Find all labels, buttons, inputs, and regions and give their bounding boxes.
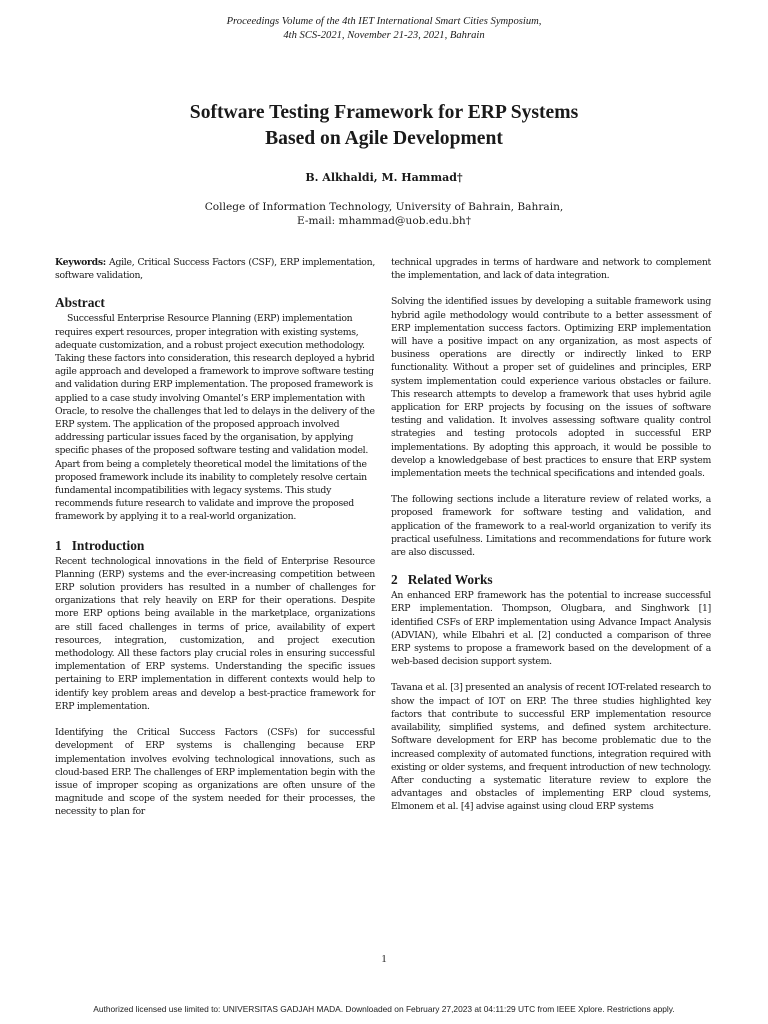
keywords-text: Agile, Critical Success Factors (CSF), ERP implementation, software validation, bbox=[55, 257, 375, 282]
abstract-text: Successful Enterprise Resource Planning (ERP) implementation requires expert resources, proper integration with existing systems, adequate customization, and a robust project execution methodology. Taking these factors into consideration, this research deployed a hybrid agile approach and developed a framework to improve software testing and validation during ERP implementation. The proposed framework is applied to a case study involving Omantel’s ERP implementation with Oracle, to resolve the challenges that led to delays in the delivery of the ERP system. The application of the proposed approach involved addressing particular issues faced by the organisation, by applying specific phases of the proposed software testing and validation model. Apart from being a completely theoretical model the limitations of the proposed framework include its inability to completely resolve certain fundamental incompatibilities with legacy systems. This study recommends future research to validate and improve the proposed framework by applying it to a real-world organization. bbox=[55, 313, 375, 523]
keywords-label: Keywords: bbox=[55, 257, 106, 268]
related-works-heading bbox=[391, 572, 711, 588]
section-number: 1 bbox=[55, 537, 62, 553]
intro-paragraph-2-continued: technical upgrades in terms of hardware and network to complement the implementation, and lack of data integration. bbox=[391, 257, 711, 282]
title-line-2: Based on Agile Development bbox=[265, 128, 503, 149]
section-number: 2 bbox=[391, 572, 398, 588]
left-column bbox=[55, 256, 375, 832]
affiliation bbox=[0, 200, 768, 228]
proceedings-line-1: Proceedings Volume of the 4th IET International Smart Cities Symposium, bbox=[226, 16, 542, 27]
intro-paragraph-2: Identifying the Critical Success Factors (CSFs) for successful development of ERP systems is challenging because ERP implementation involves evolving technological innovations, such as cloud-based ERP. The challenges of ERP implementation begin with the issue of improper scoping as organizations are often unsure of the magnitude and scope of the system needed for their processes, the necessity to plan for bbox=[55, 727, 375, 818]
title-line-1: Software Testing Framework for ERP Systems bbox=[189, 102, 579, 123]
related-paragraph-2: Tavana et al. [3] presented an analysis of recent IOT-related research to show the impact of IOT on ERP. The three studies highlighted key factors that contribute to successful ERP implementation resource availability, simplified systems, and defined system architecture. Software development for ERP has become problematic due to the increased complexity of automated functions, integration required with existing or older systems, and frequent introduction of new technology. After conducting a systematic literature review to explore the advantages and obstacles of implementing ERP cloud systems, Elmonem et al. [4] advise against using cloud ERP systems bbox=[391, 682, 711, 813]
intro-paragraph-1: Recent technological innovations in the field of Enterprise Resource Planning (ERP) systems and the ever-increasing competition between ERP solution providers has resulted in a number of challenges for organizations that rely heavily on ERP for their operations. Despite more ERP options being available in the marketplace, organizations are still faced challenges in terms of price, availability of expert resources, integration, customization, and project execution methodology. All these factors play crucial roles in ensuring successful implementation of ERP systems. Understanding the specific issues pertaining to ERP implementation in different contexts would help to identify key problem areas and develop a best-practice framework for ERP implementation. bbox=[55, 555, 375, 712]
page-number: 1 bbox=[381, 953, 387, 965]
intro-paragraph-3: Solving the identified issues by developing a suitable framework using hybrid agile methodology would contribute to a better assessment of ERP implementation success factors. Optimizing ERP implementation will have a positive impact on any organization, as most aspects of business operations are directly or indirectly linked to ERP functionality. Without a proper set of guidelines and principles, ERP system implementation could experience various obstacles or failure. This research attempts to develop a framework that uses hybrid agile application for ERP projects by focusing on the issues of software testing and validation. It involves assessing software quality control strategies and testing protocols adopted in successful ERP implementations. By adopting this approach, it would be possible to develop a knowledgebase of best practices to ensure that ERP system implementation meets the technical specifications and intended goals. bbox=[391, 296, 711, 480]
section-title: Introduction bbox=[71, 537, 145, 553]
paper-title bbox=[0, 100, 768, 152]
right-column bbox=[391, 256, 711, 827]
intro-paragraph-4: The following sections include a literature review of related works, a proposed framework for software testing and validation, and application of the framework to a real-world organization to verify its practical usefulness. Limitations and recommendations for future work are also discussed. bbox=[391, 494, 711, 559]
related-paragraph-1: An enhanced ERP framework has the potential to increase successful ERP implementation. Thompson, Olugbara, and Singhwork [1] identified CSFs of ERP implementation using Advance Impact Analysis (ADVIAN), while Elbahri et al. [2] conducted a comparison of three ERP systems to propose a framework based on the development of a web-based decision support system. bbox=[391, 590, 711, 668]
keywords bbox=[55, 256, 375, 282]
license-footer: Authorized licensed use limited to: UNIVERSITAS GADJAH MADA. Downloaded on February 27,2023 at 04:11:29 UTC from IEEE Xplore. Restrictions apply. bbox=[93, 1004, 675, 1014]
proceedings-line-2: 4th SCS-2021, November 21-23, 2021, Bahrain bbox=[283, 30, 485, 41]
affiliation-line-1: College of Information Technology, University of Bahrain, Bahrain, bbox=[204, 201, 564, 213]
abstract-heading: Abstract bbox=[55, 295, 105, 311]
affiliation-email: E-mail: mhammad@uob.edu.bh† bbox=[296, 215, 472, 227]
authors: B. Alkhaldi, M. Hammad† bbox=[305, 171, 463, 184]
introduction-heading bbox=[55, 538, 375, 554]
section-title: Related Works bbox=[407, 572, 493, 588]
proceedings-header bbox=[0, 15, 768, 43]
